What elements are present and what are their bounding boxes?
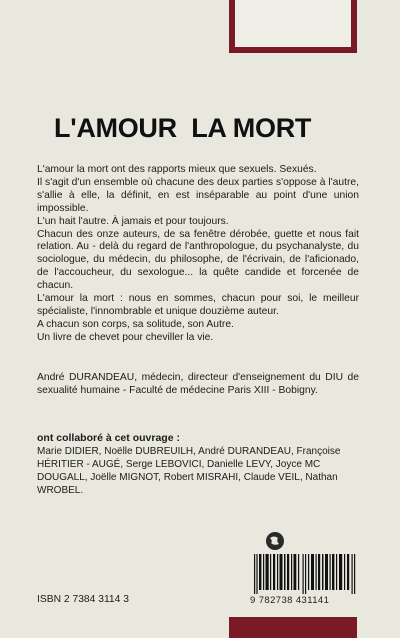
isbn: ISBN 2 7384 3114 3 <box>37 594 129 605</box>
author-note: André DURANDEAU, médecin, directeur d'enseignement du DIU de sexualité humaine - Faculté de médecine Paris XIII - Bobigny. <box>37 372 359 396</box>
barcode-digits: 9 782738 431141 <box>250 595 330 606</box>
blurb-paragraph: A chacun son corps, sa solitude, son Autre. <box>37 318 234 330</box>
blurb-paragraph: Un livre de chevet pour cheviller la vie. <box>37 331 214 343</box>
collaborators-list: Marie DIDIER, Noëlle DUBREUILH, André DURANDEAU, Françoise HÉRITIER - AUGÉ, Serge LEBOVICI, Danielle LEVY, Joyce MC DOUGALL, Joëlle MIGNOT, Robert MISRAHI, Claude VEIL, Nathan WROBEL. <box>37 446 341 496</box>
blurb-paragraph: Chacun des onze auteurs, de sa fenêtre dérobée, guette et nous fait relation. Au - delà du regard de l'anthropologue, du psychanalyste, du sociologue, du médecin, du philosophe, de l'écrivain, de l'aficionado, de l'accoucheur, du sexologue... la quête candide et forcenée de chacun. <box>37 228 359 292</box>
blurb-paragraph: L'amour la mort ont des rapports mieux que sexuels. Sexués. <box>37 164 317 175</box>
barcode <box>254 554 356 594</box>
blurb <box>37 164 359 345</box>
globe-logo-icon <box>265 531 285 551</box>
decorative-bottom-band <box>229 617 357 638</box>
blurb-paragraph: Il s'agit d'un ensemble où chacune des deux parties s'oppose à l'autre, s'allie à elle, la définit, en est inséparable au point d'une union impossible. <box>37 176 359 214</box>
collaborators-heading: ont collaboré à cet ouvrage : <box>37 432 180 444</box>
blurb-paragraph: L'un hait l'autre. À jamais et pour toujours. <box>37 215 229 227</box>
blurb-paragraph: L'amour la mort : nous en sommes, chacun pour soi, le meilleur spécialiste, l'innombrable et unique douzième auteur. <box>37 293 359 317</box>
decorative-top-band <box>229 0 357 53</box>
book-title: L'AMOUR LA MORT <box>54 113 312 143</box>
